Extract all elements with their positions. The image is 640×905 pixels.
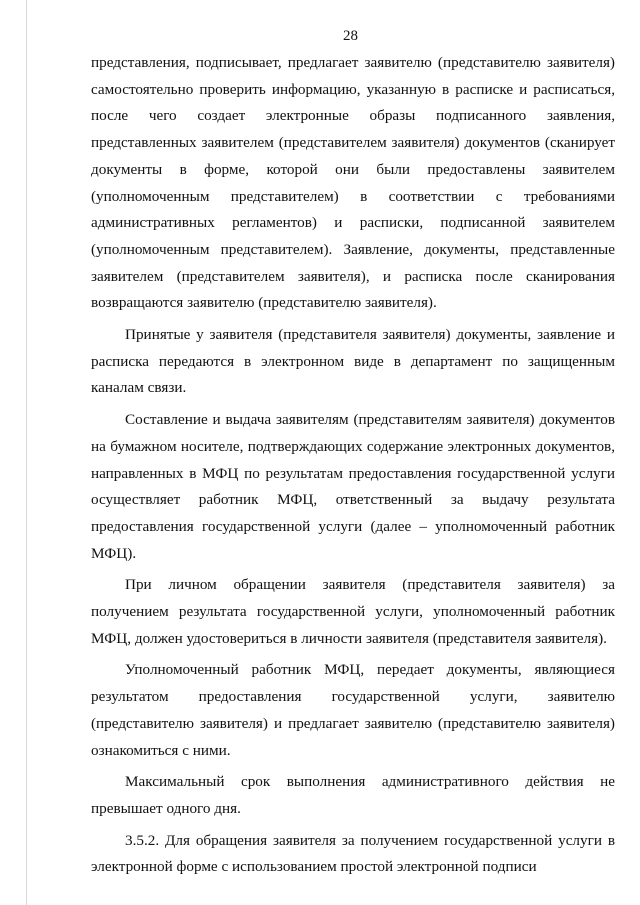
paragraph-section-3-5-2: 3.5.2. Для обращения заявителя за получением государственной услуги в электронной форме с использованием простой электронной подписи [91, 831, 615, 876]
document-page [91, 26, 615, 881]
page-number: 28 [343, 28, 358, 44]
paragraph-continuation: представления, подписывает, предлагает заявителю (представителю заявителя) самостоятельно проверить информацию, указанную в расписке и расписаться, после чего создает электронные образы подписанного заявления, представленных заявителем (представителем заявителя) документов (сканирует документы в форме, которой они были предоставлены заявителем (уполномоченным представителем) в соответствии с требованиями административных регламентов) и расписки, подписанной заявителем (уполномоченным представителем). Заявление, документы, представленные заявителем (представителем заявителя), и расписка после сканирования возвращаются заявителю (представителю заявителя). [91, 54, 615, 312]
paragraph-transfer: Принятые у заявителя (представителя заявителя) документы, заявление и расписка передаются в электронном виде в департамент по защищенным каналам связи. [91, 326, 615, 397]
paragraph-identity-check: При личном обращении заявителя (представителя заявителя) за получением результата государственной услуги, уполномоченный работник МФЦ, должен удостовериться в личности заявителя (представителя заявителя). [91, 576, 615, 647]
paragraph-deadline: Максимальный срок выполнения административного действия не превышает одного дня. [91, 773, 615, 817]
paragraph-issuance: Составление и выдача заявителям (представителям заявителя) документов на бумажном носителе, подтверждающих содержание электронных документов, направленных в МФЦ по результатам предоставления государственной услуги осуществляет работник МФЦ, ответственный за выдачу результата предоставления государственной услуги (далее – уполномоченный работник МФЦ). [91, 411, 615, 562]
paragraph-handover: Уполномоченный работник МФЦ, передает документы, являющиеся результатом предоставления государственной услуги, заявителю (представителю заявителя) и предлагает заявителю (представителю заявителя) ознакомиться с ними. [91, 661, 615, 759]
scan-margin-line [26, 0, 27, 905]
